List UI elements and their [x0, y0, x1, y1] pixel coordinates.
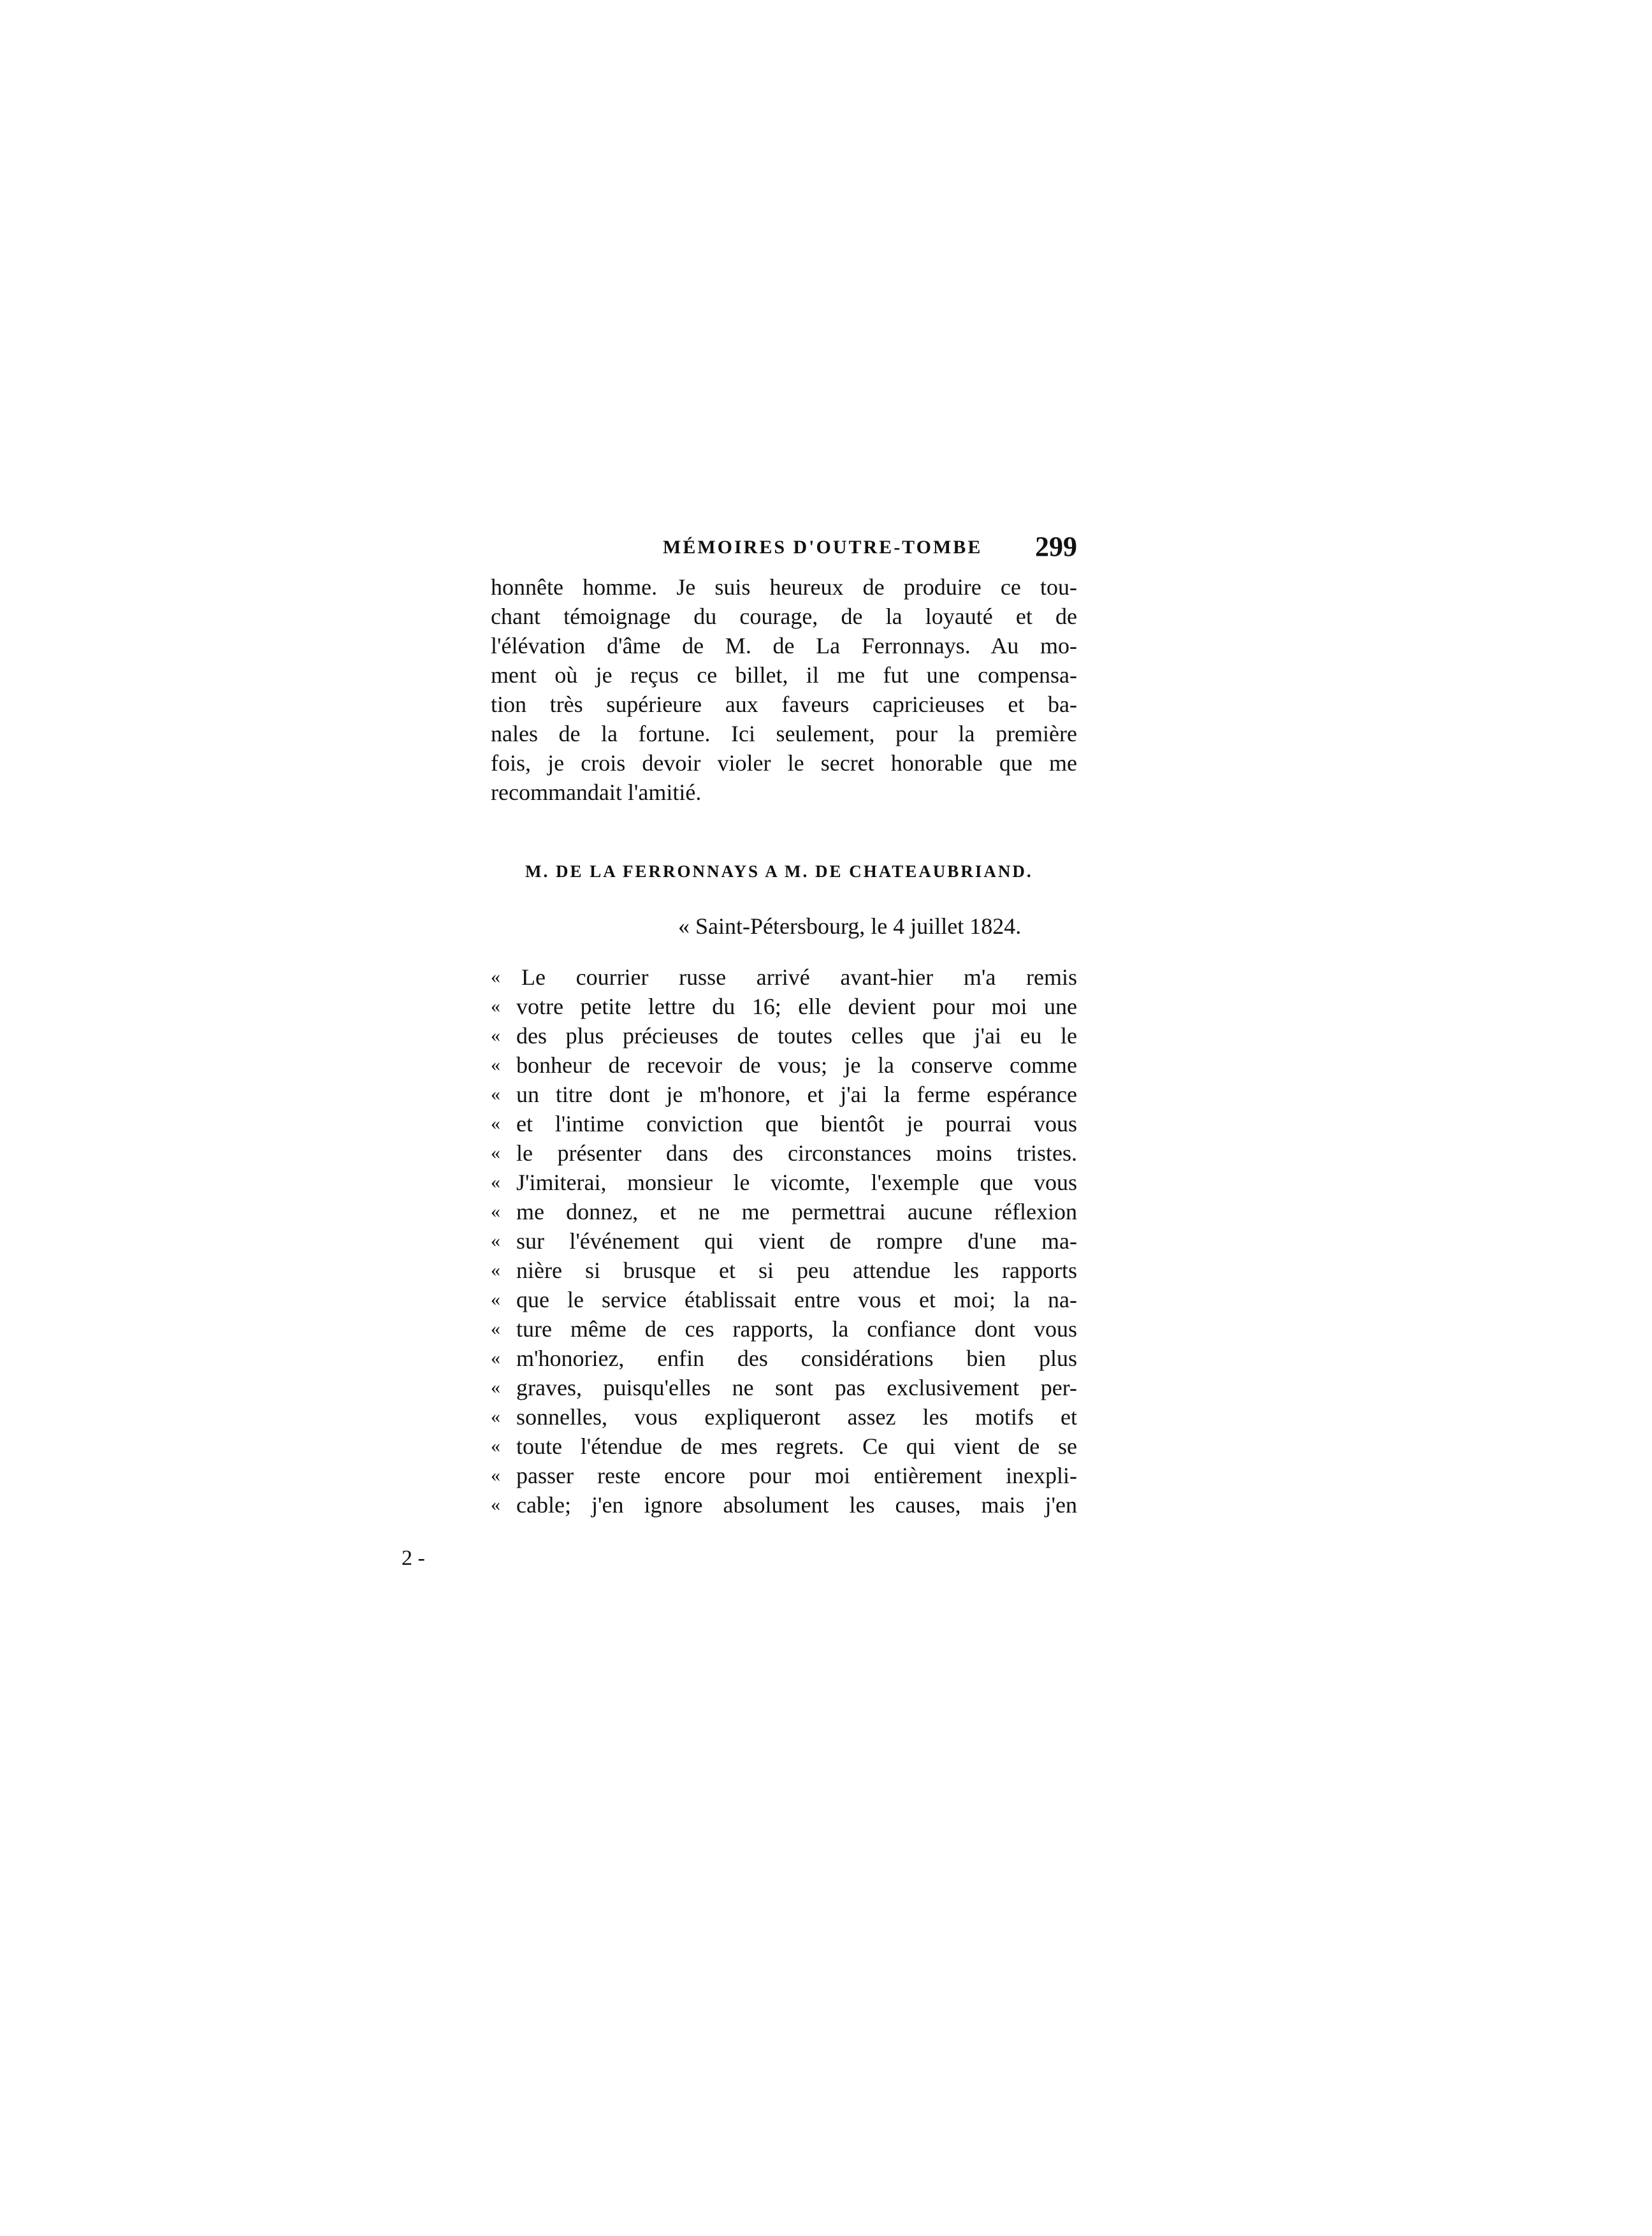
letter-line-text: et l'intime conviction que bientôt je pourrai vous [516, 1111, 1077, 1136]
running-head [491, 530, 1077, 569]
letter-line [491, 1197, 1077, 1226]
letter-line-text: Le courrier russe arrivé avant-hier m'a remis [521, 964, 1077, 990]
letter-line-text: votre petite lettre du 16; elle devient pour moi une [516, 994, 1077, 1019]
quote-mark: « [491, 1260, 500, 1281]
letter-line [491, 1432, 1077, 1461]
quote-mark: « [491, 1347, 500, 1368]
intro-paragraph [491, 572, 1077, 807]
quote-mark: « [491, 1230, 500, 1251]
letter-heading: M. DE LA FERRONNAYS A M. DE CHATEAUBRIAND. [525, 862, 1033, 881]
letter-line [491, 1314, 1077, 1344]
intro-line: honnête homme. Je suis heureux de produire ce tou- [491, 574, 1077, 600]
letter-line [491, 1373, 1077, 1402]
letter-line-text: J'imiterai, monsieur le vicomte, l'exemple que vous [516, 1170, 1077, 1195]
quote-mark: « [491, 1201, 500, 1222]
letter-line [491, 1285, 1077, 1314]
intro-line: recommandait l'amitié. [491, 780, 702, 805]
quote-mark: « [491, 996, 500, 1017]
intro-line: l'élévation d'âme de M. de La Ferronnays. Au mo- [491, 633, 1077, 658]
letter-line-text: toute l'étendue de mes regrets. Ce qui vient de se [516, 1434, 1077, 1459]
letter-line-text: sur l'événement qui vient de rompre d'une ma- [516, 1228, 1077, 1254]
letter-line [491, 1168, 1077, 1197]
quote-mark: « [491, 1113, 500, 1134]
quote-mark: « [491, 1318, 500, 1339]
quote-mark: « [491, 1494, 500, 1515]
quote-mark: « [491, 1465, 500, 1486]
letter-dateline: « Saint-Pétersbourg, le 4 juillet 1824. [678, 913, 1022, 939]
letter-line-text: passer reste encore pour moi entièrement inexpli- [516, 1463, 1077, 1488]
letter-line [491, 1109, 1077, 1138]
quote-mark: « [491, 1377, 500, 1398]
quote-mark: « [491, 966, 500, 987]
margin-signature-mark: 2 - [402, 1546, 425, 1570]
intro-line: nales de la fortune. Ici seulement, pour la première [491, 721, 1077, 746]
letter-line [491, 1080, 1077, 1109]
letter-line [491, 1138, 1077, 1168]
letter-line [491, 1021, 1077, 1050]
intro-line: fois, je crois devoir violer le secret honorable que me [491, 750, 1077, 776]
letter-line-text: graves, puisqu'elles ne sont pas exclusivement per- [516, 1375, 1077, 1400]
quote-mark: « [491, 1406, 500, 1427]
quote-mark: « [491, 1142, 500, 1163]
intro-line: ment où je reçus ce billet, il me fut une compensa- [491, 662, 1077, 688]
letter-line [491, 992, 1077, 1021]
letter-line [491, 1050, 1077, 1080]
letter-line-text: le présenter dans des circonstances moins tristes. [516, 1140, 1077, 1166]
quote-mark: « [491, 1025, 500, 1046]
letter-line-text: ture même de ces rapports, la confiance dont vous [516, 1316, 1077, 1342]
letter-line [491, 1344, 1077, 1373]
letter-line-text: nière si brusque et si peu attendue les rapports [516, 1258, 1077, 1283]
letter-line [491, 1402, 1077, 1432]
quote-mark: « [491, 1054, 500, 1075]
quote-mark: « [491, 1435, 500, 1456]
letter-line-text: me donnez, et ne me permettrai aucune réflexion [516, 1199, 1077, 1224]
quote-mark: « [491, 1084, 500, 1105]
letter-line [491, 1490, 1077, 1520]
page-number: 299 [1035, 531, 1077, 562]
letter-line-text: que le service établissait entre vous et moi; la na- [516, 1287, 1077, 1312]
letter-line-text: un titre dont je m'honore, et j'ai la ferme espérance [516, 1082, 1077, 1107]
letter-line-text: des plus précieuses de toutes celles que j'ai eu le [516, 1023, 1077, 1049]
letter-body [491, 962, 1077, 1520]
letter-line-text: cable; j'en ignore absolument les causes, mais j'en [516, 1492, 1077, 1518]
intro-line: tion très supérieure aux faveurs capricieuses et ba- [491, 692, 1077, 717]
letter-line-text: sonnelles, vous expliqueront assez les motifs et [516, 1404, 1077, 1430]
quote-mark: « [491, 1172, 500, 1193]
letter-line [491, 1226, 1077, 1256]
letter-line [491, 1461, 1077, 1490]
letter-line-text: m'honoriez, enfin des considérations bien plus [516, 1346, 1077, 1371]
letter-line [491, 1256, 1077, 1285]
intro-line: chant témoignage du courage, de la loyauté et de [491, 604, 1077, 629]
letter-line [491, 962, 1077, 992]
letter-line-text: bonheur de recevoir de vous; je la conserve comme [516, 1052, 1077, 1078]
running-title: MÉMOIRES D'OUTRE-TOMBE [663, 537, 983, 558]
quote-mark: « [491, 1289, 500, 1310]
